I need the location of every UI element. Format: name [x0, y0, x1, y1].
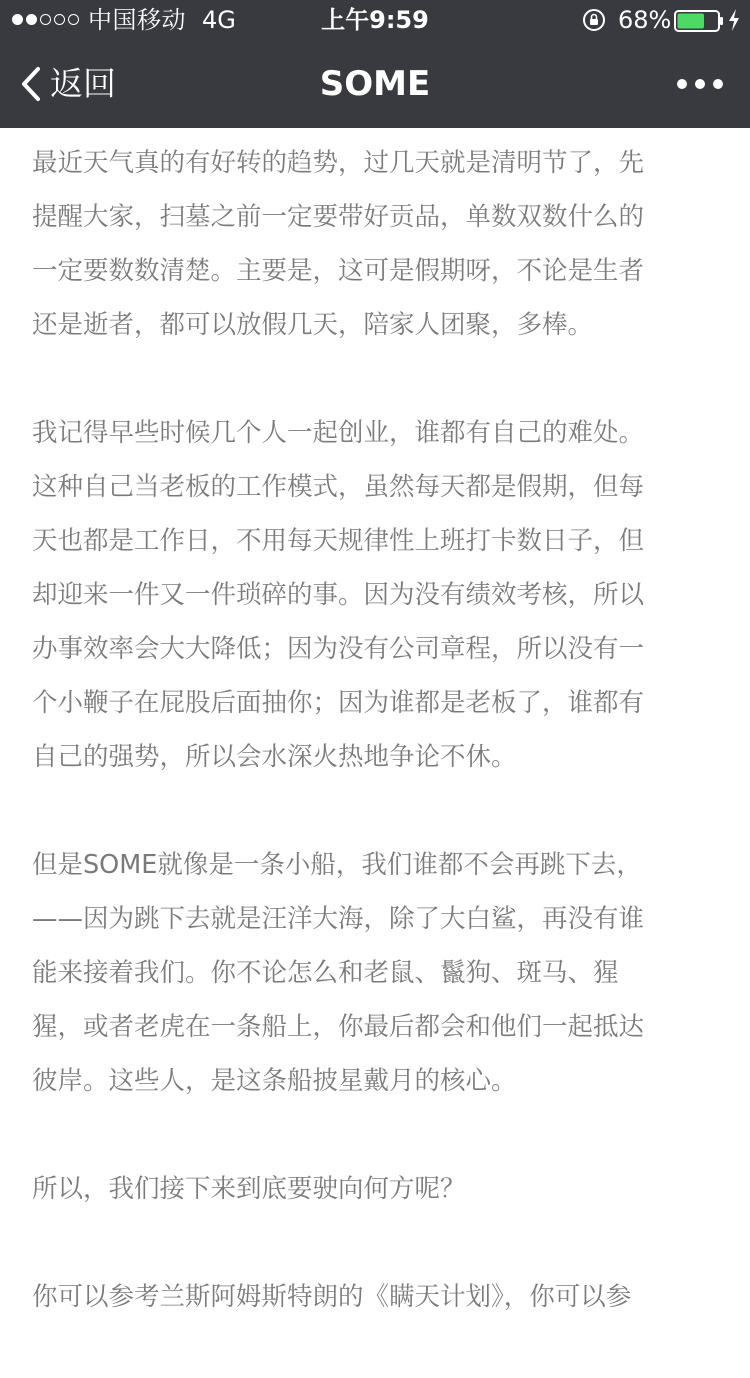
network-type: 4G	[202, 6, 236, 34]
battery-icon	[674, 10, 724, 32]
battery-percent: 68%	[618, 6, 672, 34]
navigation-bar	[0, 40, 750, 128]
article-paragraph: 但是SOME就像是一条小船，我们谁都不会再跳下去， ——因为跳下去就是汪洋大海，除了大白鲨，再没有谁 能来接着我们。你不论怎么和老鼠、鬣狗、斑马、猩 猩，或者老虎在一条船上，你最后都会和他们一起抵达 彼岸。这些人，是这条船披星戴月的核心。	[32, 850, 645, 1096]
page-title: SOME	[319, 64, 431, 104]
status-time: 上午9:59	[321, 6, 429, 34]
more-options-icon	[670, 68, 730, 100]
article-paragraph: 最近天气真的有好转的趋势，过几天就是清明节了，先 提醒大家，扫墓之前一定要带好贡品，单数双数什么的 一定要数数清楚。主要是，这可是假期呀，不论是生者 还是逝者，都可以放假几天，陪家人团聚，多棒。	[32, 148, 645, 340]
chevron-left-icon	[20, 66, 42, 102]
back-label: 返回	[50, 64, 116, 103]
rotation-lock-icon	[582, 8, 606, 32]
charging-bolt-icon	[727, 8, 741, 32]
back-button[interactable]	[20, 62, 116, 106]
carrier-name: 中国移动	[88, 6, 186, 34]
article-paragraph: 你可以参考兰斯阿姆斯特朗的《瞒天计划》，你可以参	[32, 1282, 632, 1312]
more-button[interactable]	[670, 68, 730, 100]
article-body	[32, 136, 722, 1378]
article-paragraph: 所以，我们接下来到底要驶向何方呢？	[32, 1174, 466, 1204]
status-bar	[0, 0, 750, 40]
battery-fill	[678, 14, 705, 29]
article-paragraph: 我记得早些时候几个人一起创业，谁都有自己的难处。 这种自己当老板的工作模式，虽然每天都是假期，但每 天也都是工作日，不用每天规律性上班打卡数日子，但 却迎来一件又一件琐碎的事。因为没有绩效考核，所以 办事效率会大大降低；因为没有公司章程，所以没有一 个小鞭子在屁股后面抽你；因为谁都是老板了，谁都有 自己的强势，所以会水深火热地争论不休。	[32, 418, 645, 772]
top-bar	[0, 0, 750, 128]
